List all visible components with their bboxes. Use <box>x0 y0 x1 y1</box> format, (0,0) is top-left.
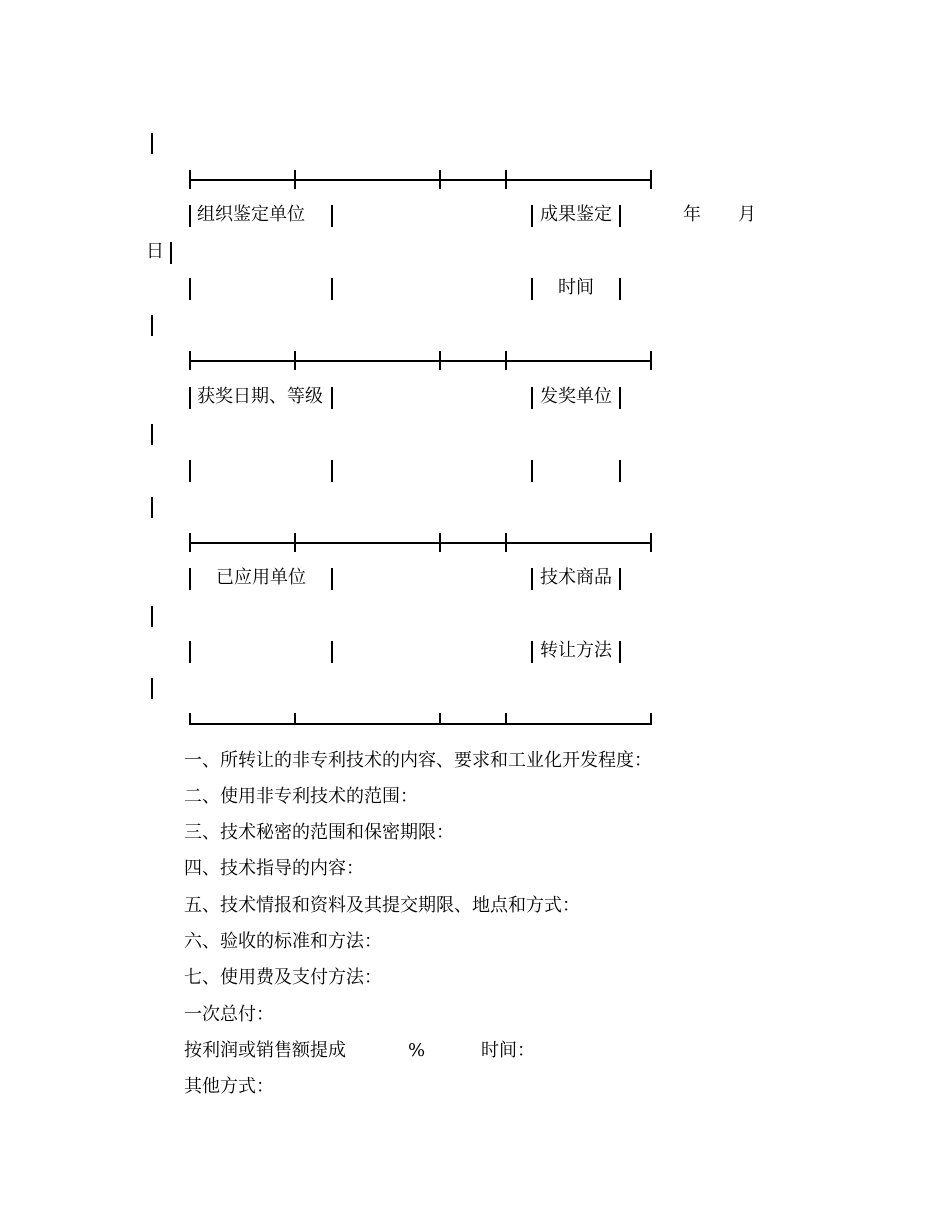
lump-sum-line: 一次总付： <box>184 1004 274 1025</box>
organizer-label: 组织鉴定单位 <box>197 204 305 225</box>
award-unit-label: 发奖单位 <box>540 386 612 407</box>
stray-bar <box>151 678 153 699</box>
time-label: 时间： <box>481 1040 535 1061</box>
year-label: 年 <box>683 204 701 225</box>
percent-sign: % <box>408 1040 426 1061</box>
section-heading: 二、使用非专利技术的范围： <box>184 786 418 807</box>
stray-bar <box>151 315 153 336</box>
stray-bar <box>151 497 153 518</box>
other-method-line: 其他方式： <box>184 1076 274 1097</box>
section-heading: 一、所转让的非专利技术的内容、要求和工业化开发程度： <box>184 750 652 771</box>
section-heading: 六、验收的标准和方法： <box>184 931 382 952</box>
transfer-method-label: 转让方法 <box>540 640 612 661</box>
section-heading: 三、技术秘密的范围和保密期限： <box>184 822 454 843</box>
month-label: 月 <box>738 204 756 225</box>
royalty-label: 按利润或销售额提成 <box>184 1040 346 1061</box>
appraisal-time-label: 时间 <box>558 277 594 298</box>
section-heading: 五、技术情报和资料及其提交期限、地点和方式： <box>184 895 580 916</box>
day-label: 日 <box>146 241 164 262</box>
stray-bar <box>151 606 153 627</box>
stray-bar <box>151 424 153 445</box>
stray-bar <box>151 133 153 154</box>
applied-unit-label: 已应用单位 <box>216 567 306 588</box>
section-heading: 四、技术指导的内容： <box>184 858 364 879</box>
section-heading: 七、使用费及支付方法： <box>184 967 382 988</box>
award-date-label: 获奖日期、等级 <box>197 386 323 407</box>
appraisal-label: 成果鉴定 <box>540 204 612 225</box>
tech-product-label: 技术商品 <box>540 567 612 588</box>
